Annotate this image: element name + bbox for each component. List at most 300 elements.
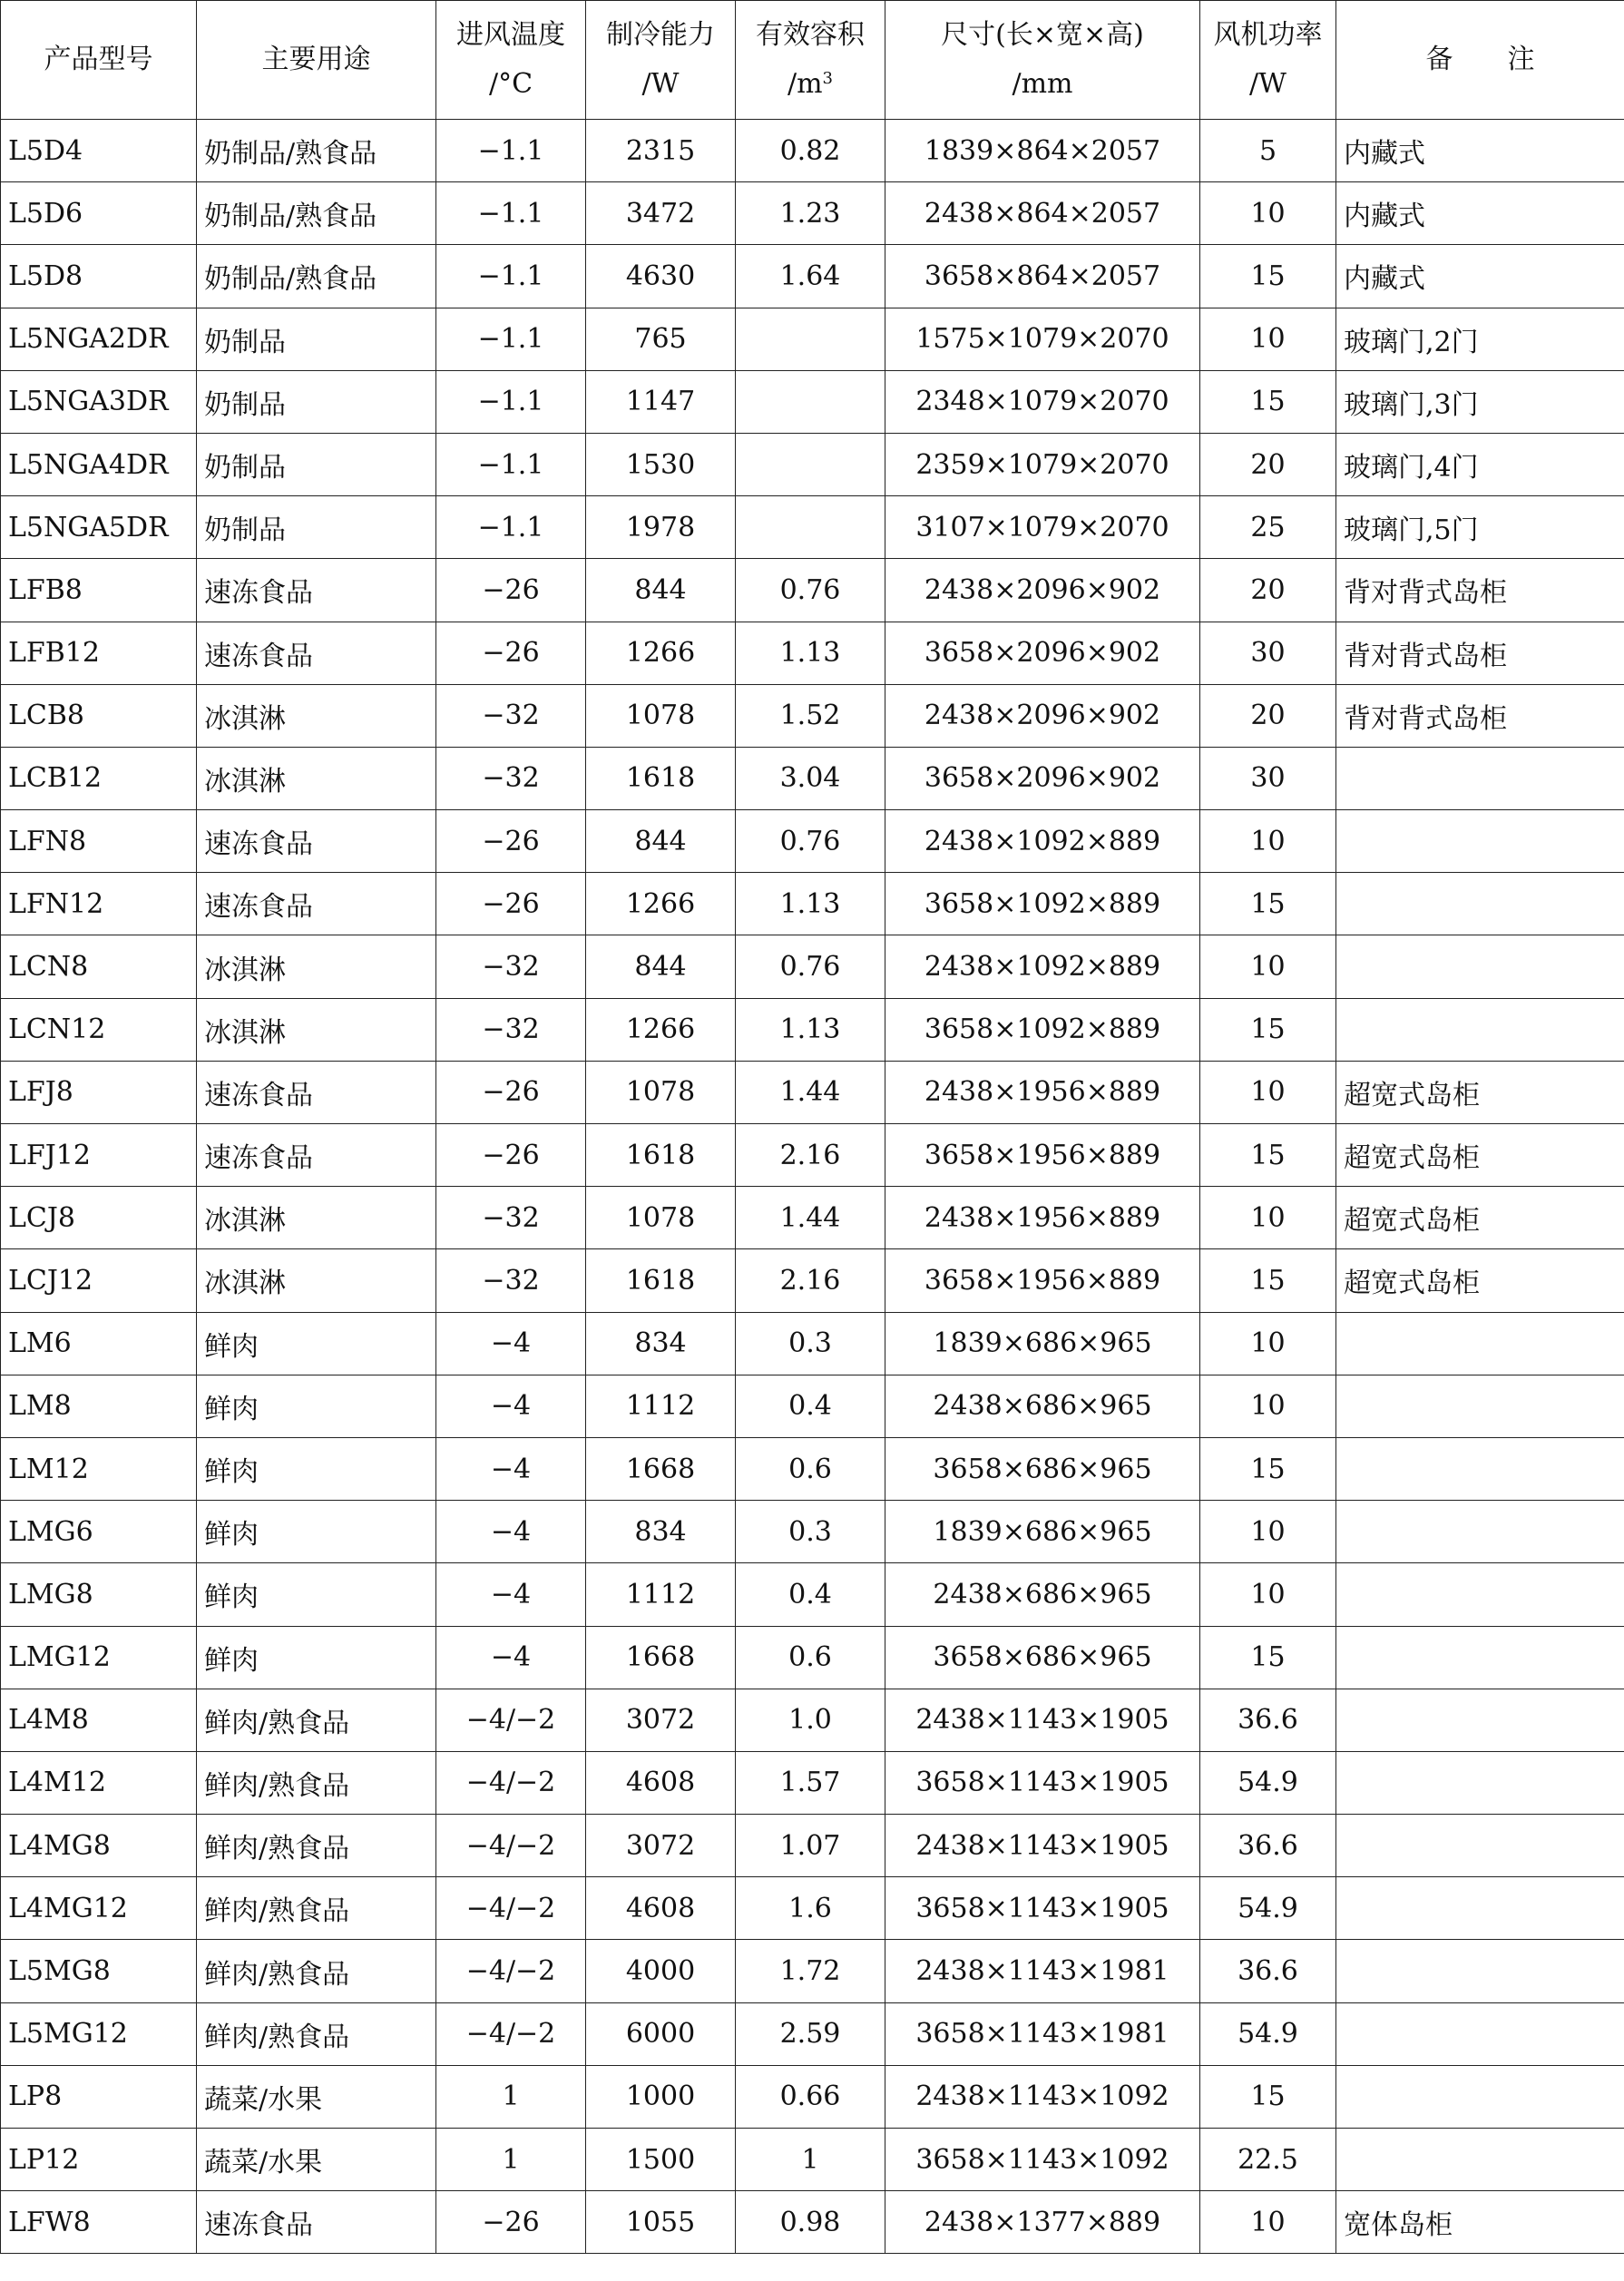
cell-dim: 2438×686×965 [885, 1375, 1200, 1437]
cell-use: 鲜肉 [197, 1501, 436, 1563]
cell-note: 背对背式岛柜 [1336, 622, 1624, 684]
cell-model: LFN12 [1, 873, 197, 935]
cell-use: 鲜肉/熟食品 [197, 1940, 436, 2002]
cell-dim: 3658×2096×902 [885, 622, 1200, 684]
cell-vol: 1.72 [736, 1940, 885, 2002]
cell-cap: 1000 [586, 2065, 736, 2128]
cell-dim: 3658×1092×889 [885, 998, 1200, 1061]
cell-temp: −4/−2 [436, 1877, 586, 1940]
table-row [1, 998, 1624, 1061]
cell-fan: 10 [1200, 1061, 1336, 1123]
table-row [1, 370, 1624, 433]
table-row [1, 182, 1624, 245]
cell-vol: 0.4 [736, 1375, 885, 1437]
cell-model: LFN8 [1, 810, 197, 873]
cell-vol: 0.3 [736, 1501, 885, 1563]
cell-dim: 2438×1377×889 [885, 2191, 1200, 2254]
header-row [1, 1, 1624, 120]
cell-model: L4MG8 [1, 1815, 197, 1877]
header-note: 备 注 [1336, 1, 1624, 120]
cell-temp: −4 [436, 1626, 586, 1689]
cell-cap: 4630 [586, 245, 736, 308]
cell-model: L5NGA2DR [1, 308, 197, 370]
cell-vol [736, 308, 885, 370]
cell-dim: 1575×1079×2070 [885, 308, 1200, 370]
cell-fan: 15 [1200, 1249, 1336, 1312]
cell-fan: 10 [1200, 182, 1336, 245]
cell-use: 奶制品 [197, 370, 436, 433]
cell-vol: 0.98 [736, 2191, 885, 2254]
cell-model: LM6 [1, 1312, 197, 1375]
cell-use: 鲜肉 [197, 1626, 436, 1689]
header-temp [436, 1, 586, 120]
cell-cap: 6000 [586, 2002, 736, 2065]
cell-temp: −4 [436, 1501, 586, 1563]
table-row [1, 1312, 1624, 1375]
cell-model: LMG6 [1, 1501, 197, 1563]
cell-vol: 1.13 [736, 873, 885, 935]
cell-dim: 3658×686×965 [885, 1437, 1200, 1500]
cell-note: 背对背式岛柜 [1336, 559, 1624, 622]
cell-use: 奶制品/熟食品 [197, 182, 436, 245]
cell-dim: 2438×1143×1905 [885, 1689, 1200, 1751]
cell-cap: 1266 [586, 998, 736, 1061]
table-row [1, 2129, 1624, 2191]
cell-dim: 3658×1956×889 [885, 1124, 1200, 1187]
cell-cap: 1147 [586, 370, 736, 433]
cell-model: L5NGA5DR [1, 496, 197, 559]
header-volume-line2: /m [787, 68, 823, 100]
cell-cap: 834 [586, 1312, 736, 1375]
cell-temp: −32 [436, 1249, 586, 1312]
cell-use: 奶制品 [197, 308, 436, 370]
cell-vol: 1.52 [736, 684, 885, 747]
table-row [1, 496, 1624, 559]
cell-fan: 15 [1200, 1626, 1336, 1689]
cell-cap: 844 [586, 935, 736, 998]
cell-temp: −26 [436, 1061, 586, 1123]
cell-note [1336, 1940, 1624, 2002]
table-row [1, 2065, 1624, 2128]
table-row [1, 433, 1624, 495]
cell-note: 内藏式 [1336, 245, 1624, 308]
cell-vol: 2.59 [736, 2002, 885, 2065]
cell-cap: 1530 [586, 433, 736, 495]
table-row [1, 1437, 1624, 1500]
cell-temp: −26 [436, 1124, 586, 1187]
cell-model: L5NGA3DR [1, 370, 197, 433]
table-row [1, 1815, 1624, 1877]
cell-temp: −32 [436, 684, 586, 747]
cell-dim: 2438×1956×889 [885, 1061, 1200, 1123]
cell-temp: −4 [436, 1375, 586, 1437]
cell-use: 速冻食品 [197, 1061, 436, 1123]
cell-note [1336, 2002, 1624, 2065]
cell-fan: 10 [1200, 1375, 1336, 1437]
cell-use: 速冻食品 [197, 559, 436, 622]
cell-vol: 1.13 [736, 622, 885, 684]
cell-model: L4M12 [1, 1751, 197, 1814]
cell-fan: 15 [1200, 2065, 1336, 2128]
cell-dim: 2438×686×965 [885, 1563, 1200, 1626]
cell-use: 鲜肉/熟食品 [197, 2002, 436, 2065]
table-row [1, 1249, 1624, 1312]
cell-use: 冰淇淋 [197, 1249, 436, 1312]
cell-note: 玻璃门,2门 [1336, 308, 1624, 370]
cell-model: L5D6 [1, 182, 197, 245]
cell-dim: 1839×686×965 [885, 1312, 1200, 1375]
cell-temp: −26 [436, 2191, 586, 2254]
cell-dim: 2348×1079×2070 [885, 370, 1200, 433]
cell-model: LMG8 [1, 1563, 197, 1626]
cell-fan: 10 [1200, 1563, 1336, 1626]
cell-use: 速冻食品 [197, 810, 436, 873]
cell-note: 超宽式岛柜 [1336, 1124, 1624, 1187]
cell-vol: 1.0 [736, 1689, 885, 1751]
table-row [1, 935, 1624, 998]
cell-temp: −32 [436, 998, 586, 1061]
cell-dim: 2438×1143×1092 [885, 2065, 1200, 2128]
cell-fan: 15 [1200, 998, 1336, 1061]
table-row [1, 1187, 1624, 1249]
cell-dim: 2359×1079×2070 [885, 433, 1200, 495]
header-fan-power-line2: /W [1249, 68, 1286, 100]
cell-use: 鲜肉 [197, 1437, 436, 1500]
cell-cap: 4000 [586, 1940, 736, 2002]
table-row [1, 622, 1624, 684]
cell-fan: 15 [1200, 1437, 1336, 1500]
cell-cap: 1112 [586, 1375, 736, 1437]
cell-dim: 3658×686×965 [885, 1626, 1200, 1689]
table-row [1, 1563, 1624, 1626]
cell-model: LFB12 [1, 622, 197, 684]
cell-vol: 1.13 [736, 998, 885, 1061]
cell-vol [736, 433, 885, 495]
cell-fan: 5 [1200, 120, 1336, 182]
header-dimensions-line1: 尺寸(长×宽×高) [941, 19, 1144, 51]
cell-note [1336, 1877, 1624, 1940]
table-row [1, 1501, 1624, 1563]
cell-note [1336, 1437, 1624, 1500]
cell-vol [736, 496, 885, 559]
cell-temp: −4/−2 [436, 1689, 586, 1751]
cell-cap: 1668 [586, 1626, 736, 1689]
cell-use: 鲜肉 [197, 1563, 436, 1626]
cell-note: 超宽式岛柜 [1336, 1187, 1624, 1249]
cell-dim: 1839×686×965 [885, 1501, 1200, 1563]
cell-cap: 3472 [586, 182, 736, 245]
table-row [1, 120, 1624, 182]
cell-note [1336, 1815, 1624, 1877]
cell-fan: 30 [1200, 622, 1336, 684]
cell-cap: 1618 [586, 1249, 736, 1312]
cell-model: LCJ12 [1, 1249, 197, 1312]
cell-vol: 1.44 [736, 1061, 885, 1123]
table-row [1, 1940, 1624, 2002]
cell-temp: −4/−2 [436, 2002, 586, 2065]
header-volume-sup: 3 [822, 69, 833, 88]
cell-vol: 2.16 [736, 1124, 885, 1187]
cell-fan: 54.9 [1200, 2002, 1336, 2065]
cell-cap: 844 [586, 810, 736, 873]
cell-cap: 4608 [586, 1751, 736, 1814]
cell-note: 宽体岛柜 [1336, 2191, 1624, 2254]
cell-note [1336, 747, 1624, 809]
cell-fan: 15 [1200, 370, 1336, 433]
cell-temp: −1.1 [436, 370, 586, 433]
cell-fan: 10 [1200, 1312, 1336, 1375]
table-row [1, 810, 1624, 873]
cell-fan: 54.9 [1200, 1751, 1336, 1814]
cell-dim: 2438×2096×902 [885, 559, 1200, 622]
cell-model: L5NGA4DR [1, 433, 197, 495]
cell-use: 速冻食品 [197, 1124, 436, 1187]
cell-note [1336, 1563, 1624, 1626]
cell-note: 内藏式 [1336, 120, 1624, 182]
cell-fan: 36.6 [1200, 1940, 1336, 2002]
cell-cap: 2315 [586, 120, 736, 182]
cell-cap: 844 [586, 559, 736, 622]
table-row [1, 559, 1624, 622]
cell-dim: 2438×1143×1981 [885, 1940, 1200, 2002]
cell-note: 玻璃门,3门 [1336, 370, 1624, 433]
cell-note [1336, 1501, 1624, 1563]
table-row [1, 1061, 1624, 1123]
cell-use: 奶制品/熟食品 [197, 120, 436, 182]
cell-model: L4M8 [1, 1689, 197, 1751]
cell-dim: 2438×1143×1905 [885, 1815, 1200, 1877]
cell-use: 冰淇淋 [197, 998, 436, 1061]
cell-model: LFJ8 [1, 1061, 197, 1123]
cell-use: 奶制品 [197, 496, 436, 559]
cell-use: 冰淇淋 [197, 747, 436, 809]
cell-note [1336, 1689, 1624, 1751]
cell-dim: 1839×864×2057 [885, 120, 1200, 182]
cell-temp: −1.1 [436, 245, 586, 308]
cell-model: LP8 [1, 2065, 197, 2128]
cell-note [1336, 873, 1624, 935]
cell-use: 鲜肉 [197, 1375, 436, 1437]
cell-cap: 1055 [586, 2191, 736, 2254]
cell-use: 奶制品 [197, 433, 436, 495]
cell-temp: 1 [436, 2129, 586, 2191]
table-row [1, 1124, 1624, 1187]
cell-note [1336, 998, 1624, 1061]
cell-dim: 2438×2096×902 [885, 684, 1200, 747]
cell-vol: 0.6 [736, 1437, 885, 1500]
cell-dim: 3658×1143×1981 [885, 2002, 1200, 2065]
cell-temp: −26 [436, 810, 586, 873]
cell-model: L5D4 [1, 120, 197, 182]
cell-note [1336, 1626, 1624, 1689]
cell-vol: 0.6 [736, 1626, 885, 1689]
table-row [1, 245, 1624, 308]
cell-use: 鲜肉/熟食品 [197, 1689, 436, 1751]
header-fan-power [1200, 1, 1336, 120]
table-row [1, 1877, 1624, 1940]
cell-vol: 1.57 [736, 1751, 885, 1814]
cell-temp: −4 [436, 1563, 586, 1626]
cell-note [1336, 2129, 1624, 2191]
cell-cap: 4608 [586, 1877, 736, 1940]
cell-dim: 3658×864×2057 [885, 245, 1200, 308]
header-volume [736, 1, 885, 120]
header-use: 主要用途 [197, 1, 436, 120]
cell-note [1336, 1312, 1624, 1375]
header-temp-line1: 进风温度 [456, 19, 565, 51]
cell-vol: 0.4 [736, 1563, 885, 1626]
cell-cap: 1978 [586, 496, 736, 559]
cell-vol: 1.6 [736, 1877, 885, 1940]
cell-temp: −1.1 [436, 182, 586, 245]
cell-temp: −1.1 [436, 433, 586, 495]
cell-vol: 1.07 [736, 1815, 885, 1877]
cell-dim: 3658×1092×889 [885, 873, 1200, 935]
table-body [1, 120, 1624, 2254]
cell-use: 奶制品/熟食品 [197, 245, 436, 308]
cell-fan: 36.6 [1200, 1815, 1336, 1877]
cell-use: 蔬菜/水果 [197, 2129, 436, 2191]
cell-fan: 20 [1200, 433, 1336, 495]
cell-cap: 1078 [586, 684, 736, 747]
cell-temp: −26 [436, 873, 586, 935]
cell-vol [736, 370, 885, 433]
cell-model: LFB8 [1, 559, 197, 622]
table-row [1, 1689, 1624, 1751]
cell-use: 速冻食品 [197, 873, 436, 935]
cell-temp: −1.1 [436, 120, 586, 182]
cell-note [1336, 1751, 1624, 1814]
cell-fan: 10 [1200, 935, 1336, 998]
table-row [1, 308, 1624, 370]
cell-cap: 1618 [586, 747, 736, 809]
cell-model: L5MG12 [1, 2002, 197, 2065]
cell-vol: 0.76 [736, 559, 885, 622]
table-row [1, 747, 1624, 809]
table-row [1, 1626, 1624, 1689]
table-row [1, 2002, 1624, 2065]
cell-fan: 10 [1200, 810, 1336, 873]
header-dimensions-line2: /mm [1012, 68, 1073, 100]
cell-model: LMG12 [1, 1626, 197, 1689]
header-temp-line2: /°C [488, 68, 533, 100]
cell-use: 鲜肉 [197, 1312, 436, 1375]
cell-vol: 0.3 [736, 1312, 885, 1375]
cell-model: LCB12 [1, 747, 197, 809]
cell-vol: 1.64 [736, 245, 885, 308]
cell-cap: 3072 [586, 1689, 736, 1751]
cell-dim: 3107×1079×2070 [885, 496, 1200, 559]
cell-temp: 1 [436, 2065, 586, 2128]
cell-fan: 10 [1200, 2191, 1336, 2254]
cell-cap: 1618 [586, 1124, 736, 1187]
table-header [1, 1, 1624, 120]
cell-model: LCN8 [1, 935, 197, 998]
cell-cap: 1266 [586, 622, 736, 684]
header-capacity-line2: /W [641, 68, 680, 100]
cell-vol: 2.16 [736, 1249, 885, 1312]
cell-note: 背对背式岛柜 [1336, 684, 1624, 747]
cell-note [1336, 810, 1624, 873]
cell-fan: 15 [1200, 873, 1336, 935]
cell-use: 鲜肉/熟食品 [197, 1815, 436, 1877]
cell-model: LM8 [1, 1375, 197, 1437]
table-row [1, 2191, 1624, 2254]
cell-note: 超宽式岛柜 [1336, 1061, 1624, 1123]
cell-cap: 1668 [586, 1437, 736, 1500]
cell-model: L4MG12 [1, 1877, 197, 1940]
cell-model: L5MG8 [1, 1940, 197, 2002]
cell-use: 速冻食品 [197, 622, 436, 684]
cell-temp: −26 [436, 622, 586, 684]
header-volume-line2-wrap [743, 60, 877, 109]
cell-dim: 3658×1143×1905 [885, 1877, 1200, 1940]
cell-dim: 2438×1092×889 [885, 810, 1200, 873]
cell-cap: 765 [586, 308, 736, 370]
cell-vol: 0.76 [736, 810, 885, 873]
cell-cap: 1078 [586, 1187, 736, 1249]
cell-vol: 0.76 [736, 935, 885, 998]
cell-model: LM12 [1, 1437, 197, 1500]
cell-note: 玻璃门,4门 [1336, 433, 1624, 495]
cell-fan: 36.6 [1200, 1689, 1336, 1751]
cell-cap: 834 [586, 1501, 736, 1563]
cell-vol: 3.04 [736, 747, 885, 809]
cell-note [1336, 935, 1624, 998]
cell-fan: 20 [1200, 684, 1336, 747]
cell-dim: 2438×864×2057 [885, 182, 1200, 245]
cell-model: LCJ8 [1, 1187, 197, 1249]
cell-vol: 1.23 [736, 182, 885, 245]
cell-model: L5D8 [1, 245, 197, 308]
cell-dim: 3658×2096×902 [885, 747, 1200, 809]
header-capacity-line1: 制冷能力 [606, 19, 715, 51]
header-volume-line1: 有效容积 [756, 19, 865, 51]
cell-temp: −32 [436, 935, 586, 998]
table-row [1, 684, 1624, 747]
cell-note: 超宽式岛柜 [1336, 1249, 1624, 1312]
cell-cap: 3072 [586, 1815, 736, 1877]
cell-note [1336, 1375, 1624, 1437]
cell-use: 鲜肉/熟食品 [197, 1877, 436, 1940]
cell-cap: 1266 [586, 873, 736, 935]
cell-fan: 10 [1200, 308, 1336, 370]
table-row [1, 873, 1624, 935]
cell-dim: 2438×1956×889 [885, 1187, 1200, 1249]
cell-use: 冰淇淋 [197, 1187, 436, 1249]
cell-fan: 10 [1200, 1501, 1336, 1563]
cell-fan: 30 [1200, 747, 1336, 809]
cell-model: LP12 [1, 2129, 197, 2191]
cell-temp: −4/−2 [436, 1940, 586, 2002]
cell-use: 冰淇淋 [197, 935, 436, 998]
cell-use: 蔬菜/水果 [197, 2065, 436, 2128]
cell-note: 内藏式 [1336, 182, 1624, 245]
header-dimensions [885, 1, 1200, 120]
cell-note: 玻璃门,5门 [1336, 496, 1624, 559]
cell-vol: 1.44 [736, 1187, 885, 1249]
cell-model: LCB8 [1, 684, 197, 747]
cell-temp: −4 [436, 1437, 586, 1500]
cell-dim: 3658×1956×889 [885, 1249, 1200, 1312]
header-fan-power-line1: 风机功率 [1213, 19, 1323, 51]
cell-temp: −4/−2 [436, 1815, 586, 1877]
cell-fan: 20 [1200, 559, 1336, 622]
header-capacity [586, 1, 736, 120]
cell-temp: −26 [436, 559, 586, 622]
cell-model: LFJ12 [1, 1124, 197, 1187]
cell-fan: 54.9 [1200, 1877, 1336, 1940]
